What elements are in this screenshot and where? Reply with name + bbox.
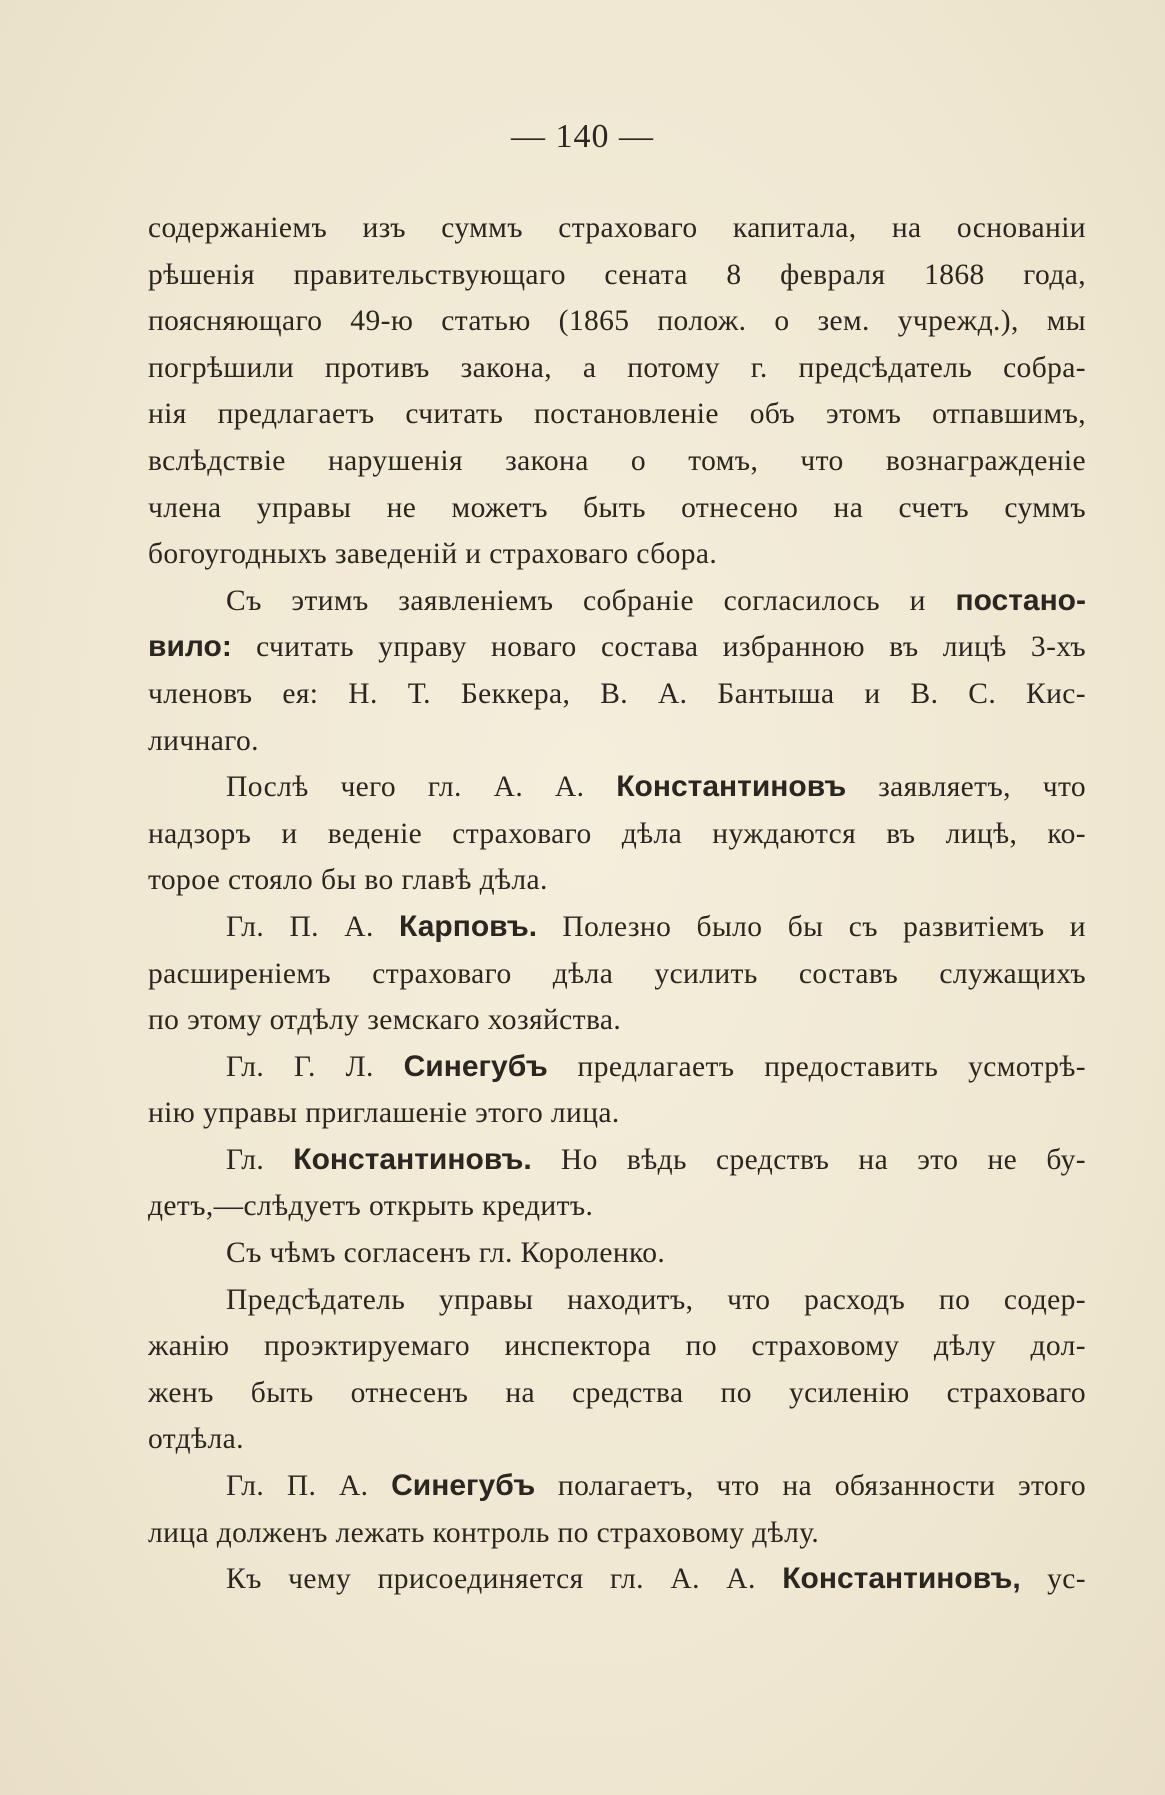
text-line — [148, 764, 1086, 811]
text-line — [148, 345, 1086, 392]
text-line — [148, 857, 1086, 904]
text-line — [148, 718, 1086, 765]
speaker-name: Синегубъ — [391, 1469, 536, 1503]
text-segment: членовъ ея: Н. Т. Беккера, В. А. Бантыша и В. С. Кис- — [148, 677, 1086, 710]
page-number: — 140 — — [511, 118, 654, 155]
text-segment: содержаніемъ изъ суммъ страховаго капитала, на основаніи — [148, 212, 1086, 244]
text-line — [148, 205, 1086, 252]
speaker-name: Константиновъ. — [293, 1142, 532, 1176]
text-segment: нія предлагаетъ считать постановленіе объ этомъ отпавшимъ, — [148, 398, 1086, 431]
text-line — [148, 438, 1086, 485]
speaker-name: постано- — [955, 583, 1086, 617]
text-segment: по этому отдѣлу земскаго хозяйства. — [148, 1004, 622, 1037]
text-line — [148, 1044, 1086, 1091]
text-line — [148, 1510, 1086, 1557]
text-segment: личнаго. — [148, 724, 259, 757]
text-segment: Съ чѣмъ согласенъ гл. Короленко. — [226, 1237, 666, 1270]
text-line — [148, 1370, 1086, 1417]
text-line — [148, 1183, 1086, 1230]
text-segment: торое стояло бы во главѣ дѣла. — [148, 864, 548, 897]
text-segment: нію управы приглашеніе этого лица. — [148, 1097, 620, 1130]
text-segment: жанію проэктируемаго инспектора по страховому дѣлу дол- — [148, 1330, 1086, 1363]
speaker-name: Константиновъ — [616, 770, 847, 804]
body-text — [148, 205, 1086, 1603]
text-line — [148, 1090, 1086, 1137]
text-segment: члена управы не можетъ быть отнесено на счетъ суммъ — [148, 491, 1086, 524]
text-line — [148, 578, 1086, 625]
text-segment: Гл. Г. Л. — [226, 1050, 404, 1083]
text-segment: женъ быть отнесенъ на средства по усиленію страховаго — [148, 1376, 1086, 1409]
text-segment: Но вѣдь средствъ на это не бу- — [531, 1143, 1086, 1176]
text-line — [148, 671, 1086, 718]
text-segment: Къ чему присоединяется гл. А. А. — [226, 1563, 783, 1596]
speaker-name: Карповъ. — [399, 909, 538, 943]
text-line — [148, 391, 1086, 438]
text-line — [148, 485, 1086, 532]
text-segment: предлагаетъ предоставить усмотрѣ- — [547, 1050, 1086, 1083]
speaker-name: Синегубъ — [403, 1049, 548, 1083]
text-segment: заявляетъ, что — [846, 771, 1086, 804]
text-line — [148, 1556, 1086, 1603]
text-segment: Гл. — [226, 1143, 294, 1176]
text-segment: ус- — [1020, 1563, 1086, 1596]
text-segment: Полезно было бы съ развитіемъ и — [537, 910, 1086, 943]
text-segment: богоугодныхъ заведеній и страховаго сбора. — [148, 538, 718, 571]
text-line — [148, 1463, 1086, 1510]
text-segment: считать управу новаго состава избранною въ лицѣ 3-хъ — [231, 631, 1086, 664]
text-line — [148, 298, 1086, 345]
text-segment: надзоръ и веденіе страховаго дѣла нуждаются въ лицѣ, ко- — [148, 817, 1086, 850]
text-segment: лица долженъ лежать контроль по страховому дѣлу. — [148, 1516, 820, 1549]
text-line — [148, 997, 1086, 1044]
text-segment: Гл. П. А. — [226, 910, 400, 943]
text-segment: погрѣшили противъ закона, а потому г. предсѣдатель собра- — [148, 351, 1086, 384]
text-segment: отдѣла. — [148, 1423, 244, 1456]
text-segment: Гл. П. А. — [226, 1470, 392, 1503]
text-line — [148, 1137, 1086, 1184]
text-line — [148, 1230, 1086, 1277]
text-line — [148, 1277, 1086, 1324]
text-line — [148, 904, 1086, 951]
text-segment: поясняющаго 49-ю статью (1865 полож. о зем. учрежд.), мы — [148, 305, 1086, 338]
text-segment: Съ этимъ заявленіемъ собраніе согласилось и — [226, 584, 956, 617]
text-segment: полагаетъ, что на обязанности этого — [535, 1470, 1086, 1503]
text-line — [148, 624, 1086, 671]
text-line — [148, 811, 1086, 858]
text-line — [148, 951, 1086, 998]
speaker-name: Константиновъ, — [782, 1562, 1021, 1596]
text-segment: рѣшенія правительствующаго сената 8 февраля 1868 года, — [148, 258, 1086, 291]
text-line — [148, 1416, 1086, 1463]
text-line — [148, 531, 1086, 578]
text-segment: расширеніемъ страховаго дѣла усилить составъ служащихъ — [148, 957, 1086, 990]
text-segment: Предсѣдатель управы находитъ, что расходъ по содер- — [226, 1283, 1086, 1316]
text-segment: детъ,—слѣдуетъ открыть кредитъ. — [148, 1190, 594, 1223]
text-segment: Послѣ чего гл. А. А. — [226, 771, 617, 804]
text-line — [148, 252, 1086, 299]
speaker-name: вило: — [148, 630, 232, 664]
text-segment: вслѣдствіе нарушенія закона о томъ, что вознагражденіе — [148, 444, 1086, 477]
text-line — [148, 1323, 1086, 1370]
